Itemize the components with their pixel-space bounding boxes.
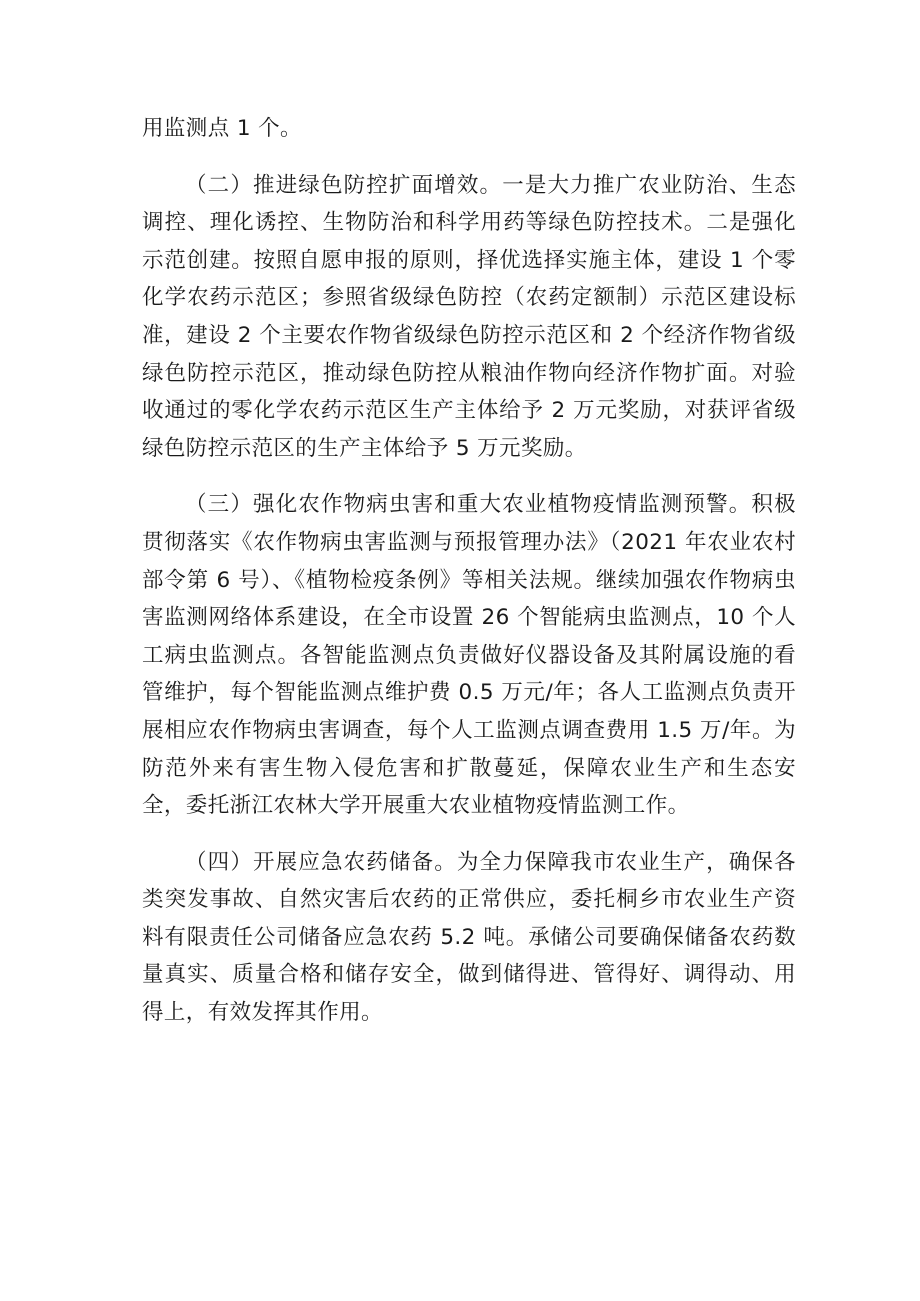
paragraph-green-pest-control: （二）推进绿色防控扩面增效。一是大力推广农业防治、生态调控、理化诱控、生物防治和科学用药等绿色防控技术。二是强化示范创建。按照自愿申报的原则，择优选择实施主体，建设 1 个零化学农药示范区；参照省级绿色防控（农药定额制）示范区建设标准，建设 2 个主要农作物省级绿色防控示范区和 2 个经济作物省级绿色防控示范区，推动绿色防控从粮油作物向经济作物扩面。对验收通过的零化学农药示范区生产主体给予 2 万元奖励，对获评省级绿色防控示范区的生产主体给予 5 万元奖励。 bbox=[142, 172, 796, 461]
paragraph-pest-monitoring: （三）强化农作物病虫害和重大农业植物疫情监测预警。积极贯彻落实《农作物病虫害监测与预报管理办法》（2021 年农业农村部令第 6 号）、《植物检疫条例》等相关法规。继续加强农作物病虫害监测网络体系建设，在全市设置 26 个智能病虫监测点，10 个人工病虫监测点。各智能监测点负责做好仪器设备及其附属设施的看管维护，每个智能监测点维护费 0.5 万元/年；各人工监测点负责开展相应农作物病虫害调查，每个人工监测点调查费用 1.5 万/年。为防范外来有害生物入侵危害和扩散蔓延，保障农业生产和生态安全，委托浙江农林大学开展重大农业植物疫情监测工作。 bbox=[142, 492, 796, 819]
paragraph-continuation: 用监测点 1 个。 bbox=[142, 116, 302, 141]
paragraph-emergency-pesticide-reserve: （四）开展应急农药储备。为全力保障我市农业生产，确保各类突发事故、自然灾害后农药的正常供应，委托桐乡市农业生产资料有限责任公司储备应急农药 5.2 吨。承储公司要确保储备农药数量真实、质量合格和储存安全，做到储得进、管得好、调得动、用得上，有效发挥其作用。 bbox=[142, 849, 796, 1026]
